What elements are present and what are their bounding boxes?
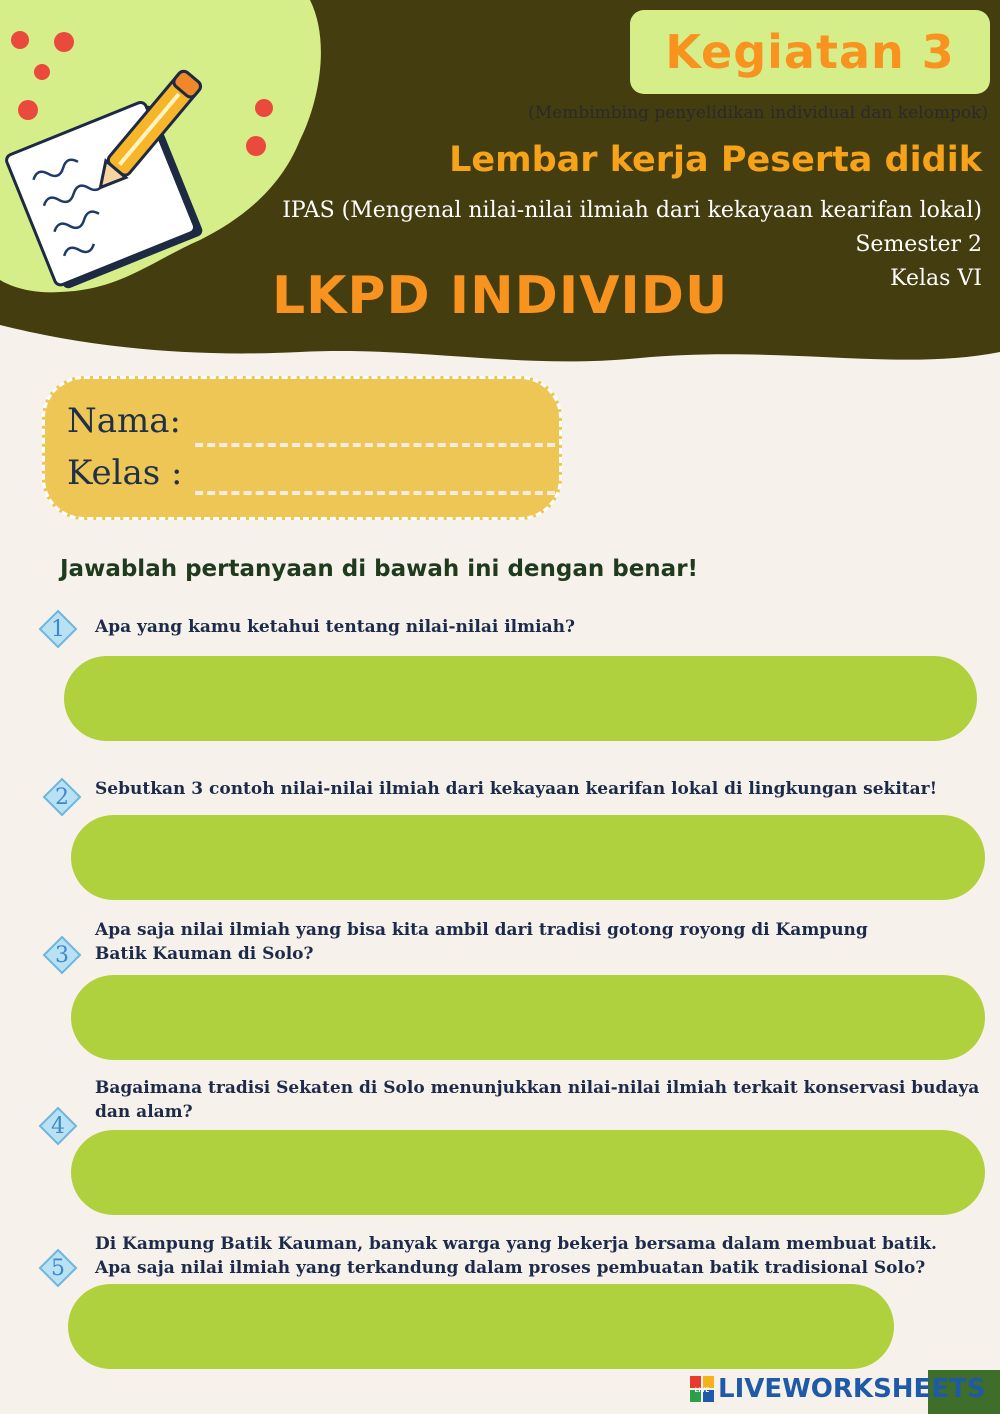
question-number: 2 [55,784,69,810]
answer-field-5[interactable] [68,1284,894,1369]
kegiatan-title: Kegiatan 3 [665,25,955,79]
lkpd-title: LKPD INDIVIDU [272,266,729,326]
subtitle: (Membimbing penyelidikan individual dan kelompok) [528,103,988,123]
question-number: 1 [51,616,65,642]
question-number-badge [38,1106,78,1146]
liveworksheets-logo[interactable] [690,1374,986,1404]
answer-field-4[interactable] [71,1130,985,1215]
question-number-badge [38,609,78,649]
question-line: Batik Kauman di Solo? [95,944,314,964]
kelas-label: Kelas : [67,453,183,493]
semester-line: Semester 2 [855,232,982,257]
question-line: dan alam? [95,1102,193,1122]
question-number-badge [42,935,82,975]
question-line: Apa saja nilai ilmiah yang bisa kita ambil dari tradisi gotong royong di Kampung [95,920,868,940]
question-number: 3 [55,942,69,968]
question-number-badge [42,777,82,817]
question-text [95,615,975,639]
liveworksheets-brand: LIVEWORKSHEETS [718,1374,986,1404]
question-line: Apa saja nilai ilmiah yang terkandung dalam proses pembuatan batik tradisional Solo? [95,1258,926,1278]
nama-label: Nama: [67,401,181,441]
badge-text: LIVE [694,1387,710,1394]
answer-field-2[interactable] [71,815,985,900]
question-number: 5 [51,1255,65,1281]
question-line: Bagaimana tradisi Sekaten di Solo menunjukkan nilai-nilai ilmiah terkait konservasi budaya [95,1078,980,1098]
identity-box [42,376,562,520]
question-text [95,1076,985,1124]
question-number: 4 [51,1113,65,1139]
question-line: Di Kampung Batik Kauman, banyak warga yang bekerja bersama dalam membuat batik. [95,1234,937,1254]
liveworksheets-icon [690,1376,714,1402]
question-text [95,918,985,966]
instruction: Jawablah pertanyaan di bawah ini dengan benar! [60,556,699,582]
kelas-input-line[interactable] [195,491,555,495]
kelas-line: Kelas VI [890,266,982,291]
question-number-badge [38,1248,78,1288]
answer-field-3[interactable] [71,975,985,1060]
question-line: Apa yang kamu ketahui tentang nilai-nilai ilmiah? [95,617,575,637]
question-text [95,777,985,801]
question-text [95,1232,985,1280]
subject-line: IPAS (Mengenal nilai-nilai ilmiah dari kekayaan kearifan lokal) [282,198,982,223]
nama-input-line[interactable] [195,443,555,447]
lembar-title: Lembar kerja Peserta didik [449,140,982,180]
answer-field-1[interactable] [64,656,977,741]
question-line: Sebutkan 3 contoh nilai-nilai ilmiah dari kekayaan kearifan lokal di lingkungan sekitar! [95,779,938,799]
kegiatan-badge [630,10,990,94]
